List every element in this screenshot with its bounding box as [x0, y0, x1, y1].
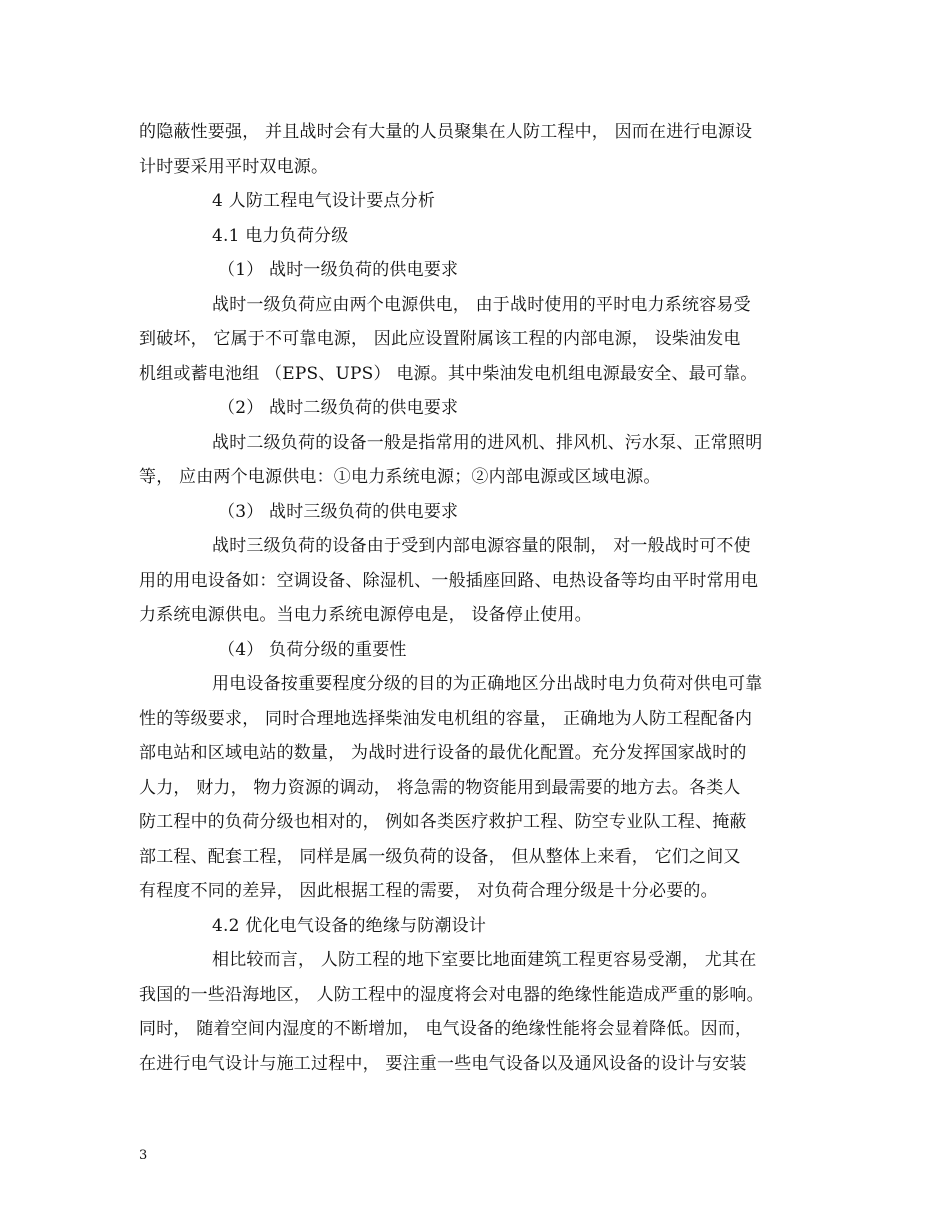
- text-line: 同时， 随着空间内湿度的不断增加， 电气设备的绝缘性能将会显着降低。因而，: [139, 1019, 753, 1039]
- text-line: 等， 应由两个电源供电：①电力系统电源；②内部电源或区域电源。: [139, 467, 661, 487]
- text-line: 战时二级负荷的设备一般是指常用的进风机、排风机、污水泵、正常照明: [212, 433, 763, 453]
- section-heading: 4 人防工程电气设计要点分析: [212, 191, 436, 211]
- text-line: 性的等级要求， 同时合理地选择柴油发电机组的容量， 正确地为人防工程配备内: [139, 709, 753, 729]
- text-line: 机组或蓄电池组 （EPS、UPS） 电源。其中柴油发电机组电源最安全、最可靠。: [139, 364, 758, 384]
- item-heading: （4） 负荷分级的重要性: [218, 640, 407, 660]
- item-heading: （1） 战时一级负荷的供电要求: [218, 260, 459, 280]
- item-heading: （2） 战时二级负荷的供电要求: [218, 398, 459, 418]
- subsection-heading: 4.1 电力负荷分级: [212, 226, 349, 246]
- text-line: 到破坏， 它属于不可靠电源， 因此应设置附属该工程的内部电源， 设柴油发电: [139, 329, 741, 349]
- item-heading: （3） 战时三级负荷的供电要求: [218, 502, 459, 522]
- subsection-heading: 4.2 优化电气设备的绝缘与防潮设计: [212, 916, 487, 936]
- text-line: 有程度不同的差异， 因此根据工程的需要， 对负荷合理分级是十分必要的。: [139, 881, 718, 901]
- text-line: 的隐蔽性要强， 并且战时会有大量的人员聚集在人防工程中， 因而在进行电源设: [139, 122, 753, 142]
- text-line: 力系统电源供电。当电力系统电源停电是， 设备停止使用。: [139, 605, 592, 625]
- text-line: 计时要采用平时双电源。: [139, 157, 329, 177]
- text-line: 部电站和区域电站的数量， 为战时进行设备的最优化配置。充分发挥国家战时的: [139, 743, 747, 763]
- text-line: 用电设备按重要程度分级的目的为正确地区分出战时电力负荷对供电可靠: [212, 674, 763, 694]
- text-line: 人力， 财力， 物力资源的调动， 将急需的物资能用到最需要的地方去。各类人: [139, 778, 741, 798]
- text-line: 在进行电气设计与施工过程中， 要注重一些电气设备以及通风设备的设计与安装: [139, 1054, 747, 1074]
- text-line: 我国的一些沿海地区， 人防工程中的湿度将会对电器的绝缘性能造成严重的影响。: [139, 985, 764, 1005]
- text-line: 部工程、配套工程， 同样是属一级负荷的设备， 但从整体上来看， 它们之间又: [139, 847, 741, 867]
- text-line: 战时三级负荷的设备由于受到内部电源容量的限制， 对一般战时可不使: [212, 536, 751, 556]
- text-line: 防工程中的负荷分级也相对的， 例如各类医疗救护工程、防空专业队工程、掩蔽: [139, 812, 747, 832]
- text-line: 用的用电设备如：空调设备、除湿机、一般插座回路、电热设备等均由平时常用电: [139, 571, 759, 591]
- text-line: 战时一级负荷应由两个电源供电， 由于战时使用的平时电力系统容易受: [212, 295, 751, 315]
- page-number: 3: [139, 1148, 148, 1163]
- text-line: 相比较而言， 人防工程的地下室要比地面建筑工程更容易受潮， 尤其在: [212, 950, 757, 970]
